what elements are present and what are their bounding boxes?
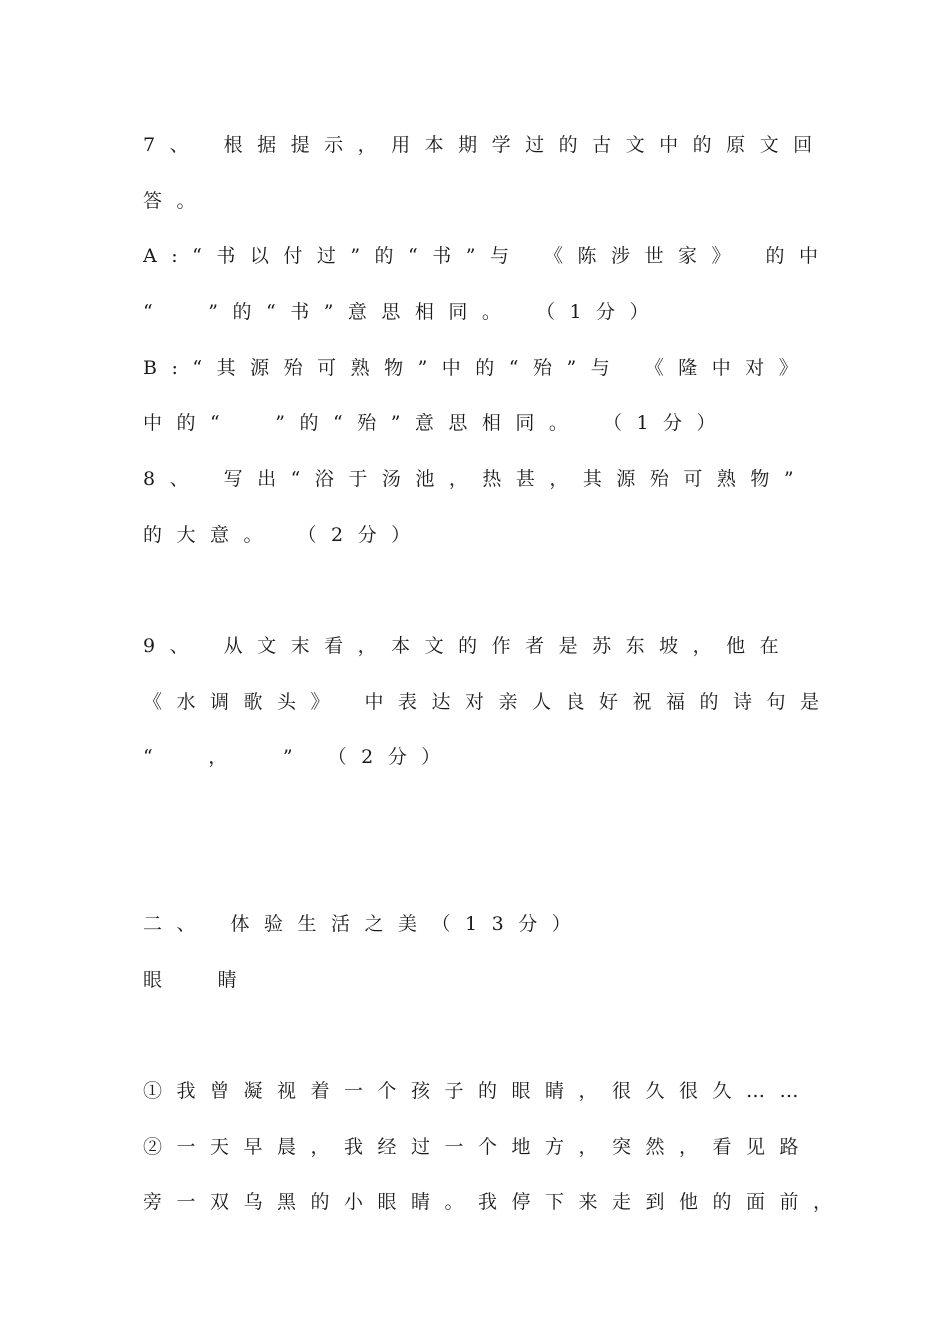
- passage-paragraph-1: ①我曾凝视着一个孩子的眼睛，很久很久……: [143, 1080, 814, 1102]
- question-9-line-2: 《水调歌头》 中表达对亲人良好祝福的诗句是: [143, 691, 834, 713]
- question-9-line-1: 9、 从文末看，本文的作者是苏东坡，他在: [143, 635, 794, 657]
- passage-paragraph-2-line-1: ②一天早晨，我经过一个地方，突然，看见路: [143, 1136, 814, 1158]
- question-9-line-3: “ ， ” （2分）: [143, 746, 455, 768]
- question-7b-line-2: 中的“ ”的“殆”意思相同。 （1分）: [143, 412, 731, 434]
- passage-paragraph-2-line-2: 旁一双乌黑的小眼睛。我停下来走到他的面前，: [143, 1191, 847, 1213]
- question-7b-line-1: B:“其源殆可熟物”中的“殆”与 《隆中对》: [143, 357, 813, 379]
- passage-title: 眼 睛: [143, 969, 252, 991]
- question-8-line-1: 8、 写出“浴于汤池，热甚，其源殆可熟物”: [143, 468, 809, 490]
- question-7a-line-1: A:“书以付过”的“书”与 《陈涉世家》 的中: [143, 245, 833, 267]
- question-7-line-2: 答。: [143, 190, 211, 212]
- section-heading: 二、 体验生活之美（13分）: [143, 913, 586, 935]
- question-7a-line-2: “ ”的“书”意思相同。 （1分）: [143, 301, 664, 323]
- question-8-line-2: 的大意。 （2分）: [143, 524, 425, 546]
- question-7-line-1: 7、 根据提示，用本期学过的古文中的原文回: [143, 134, 827, 156]
